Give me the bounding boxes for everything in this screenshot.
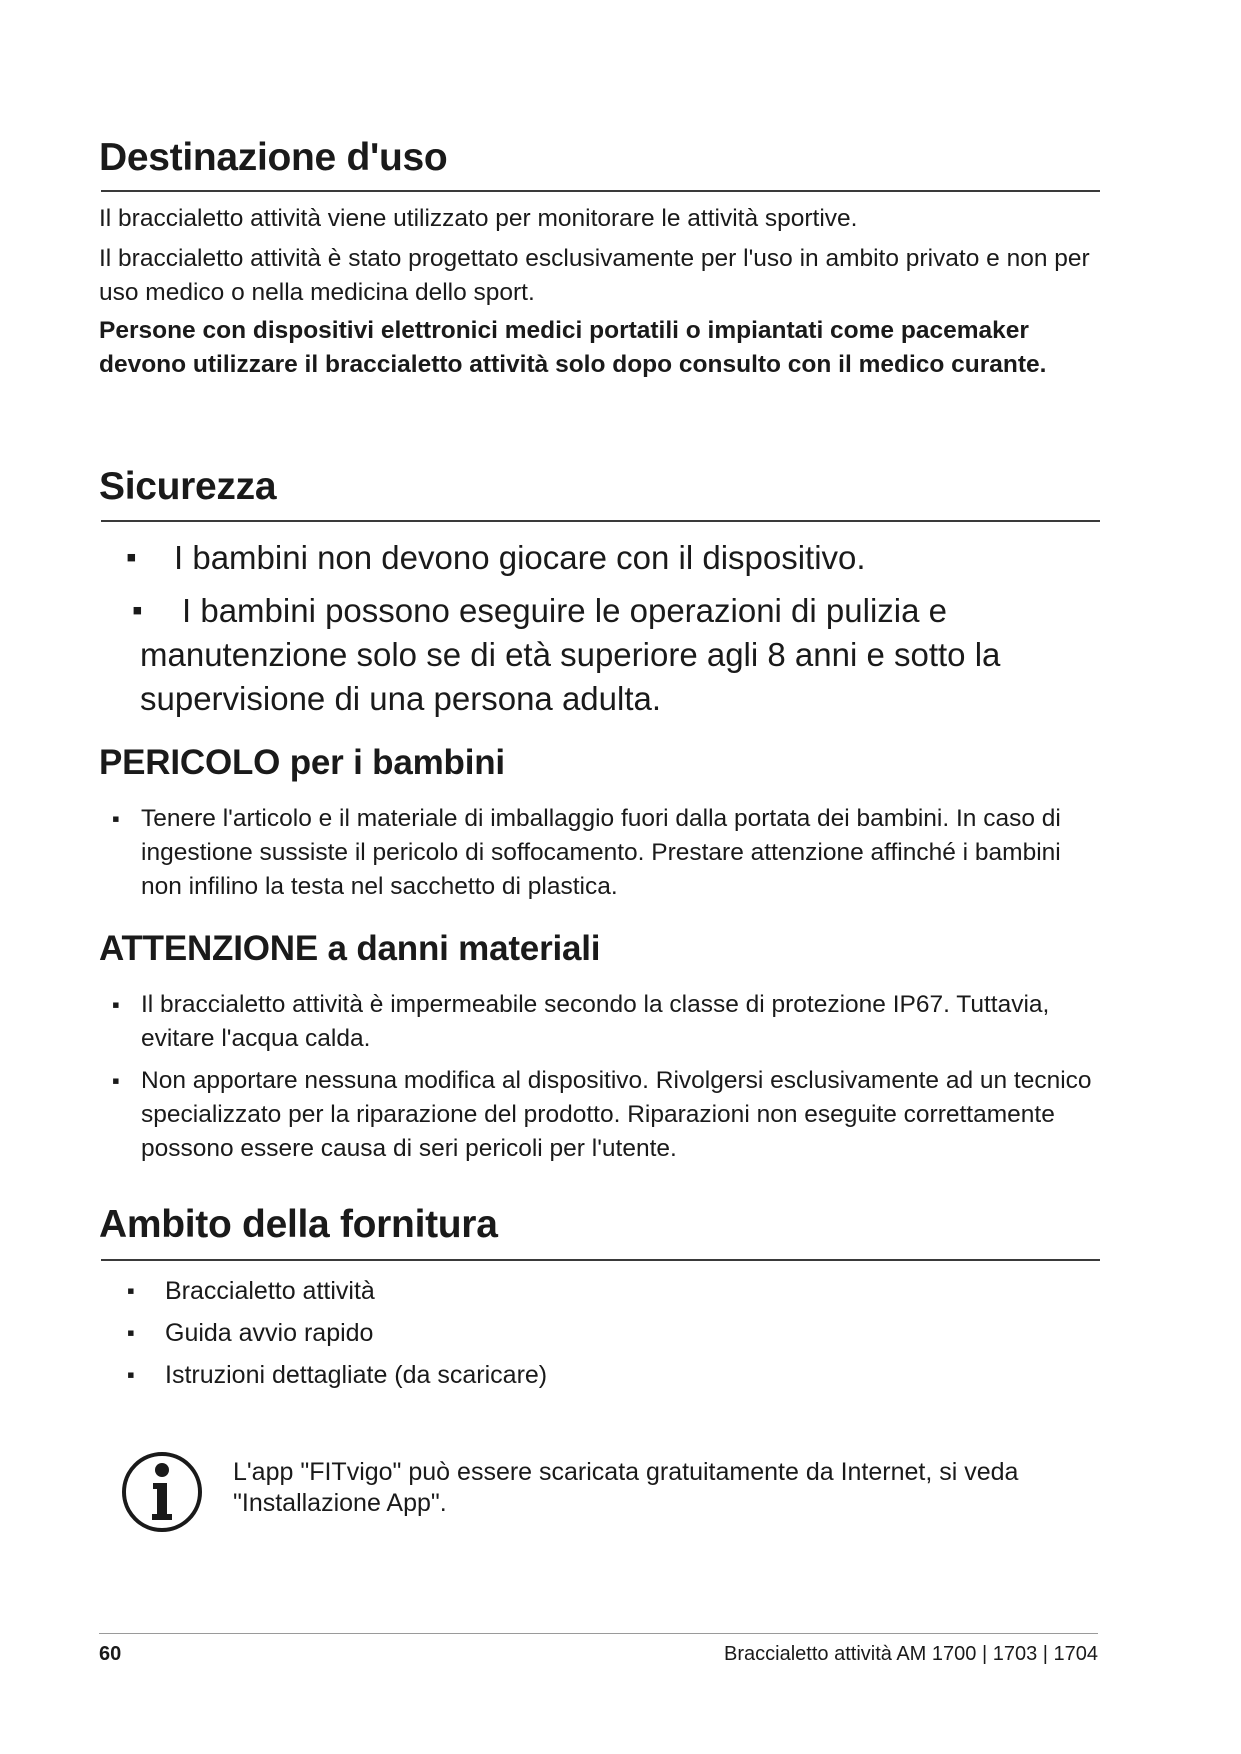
bullet-icon: ▪: [112, 992, 120, 1017]
bullet-icon: ▪: [112, 806, 120, 831]
paragraph: Il braccialetto attività viene utilizzato per monitorare le attività sportive.: [99, 205, 858, 232]
page-number: 60: [99, 1643, 122, 1665]
list-item-text: Non apportare nessuna modifica al dispositivo. Rivolgersi esclusivamente ad un tecnico specializzato per la riparazione del prodotto. Riparazioni non eseguite correttamente possono essere causa di seri pericoli per l'utente.: [141, 1067, 1092, 1162]
warning-paragraph: Persone con dispositivi elettronici medici portatili o impiantati come pacemaker devono utilizzare il braccialetto attività solo dopo consulto con il medico curante.: [99, 317, 1047, 378]
bullet-icon: ▪: [127, 1278, 135, 1303]
bullet-icon: ▪: [127, 1362, 135, 1387]
heading-fornitura: Ambito della fornitura: [99, 1203, 498, 1246]
list-item-text: Istruzioni dettagliate (da scaricare): [165, 1361, 548, 1389]
heading-rule: [101, 190, 1100, 192]
info-note-text: L'app "FITvigo" può essere scaricata gratuitamente da Internet, si veda "Installazione App".: [233, 1458, 1019, 1517]
heading-rule: [101, 520, 1100, 522]
bullet-icon: ▪: [127, 1320, 135, 1345]
list-item: [132, 589, 1040, 721]
heading-pericolo: PERICOLO per i bambini: [99, 743, 505, 782]
list-item-text: Tenere l'articolo e il materiale di imballaggio fuori dalla portata dei bambini. In caso di ingestione sussiste il pericolo di soffocamento. Prestare attenzione affinché i bambini non infilino la testa nel sacchetto di plastica.: [141, 805, 1061, 900]
bullet-icon: ▪: [112, 1068, 120, 1093]
heading-rule: [101, 1259, 1100, 1261]
heading-destinazione: Destinazione d'uso: [99, 136, 448, 179]
paragraph: Il braccialetto attività è stato progettato esclusivamente per l'uso in ambito privato e non per uso medico o nella medicina dello sport.: [99, 245, 1090, 306]
heading-attenzione: ATTENZIONE a danni materiali: [99, 929, 601, 968]
list-item-text: Guida avvio rapido: [165, 1319, 374, 1347]
list-item: [112, 802, 1101, 904]
list-item: [112, 1064, 1101, 1166]
footer-title: Braccialetto attività AM 1700 | 1703 | 1704: [724, 1643, 1098, 1665]
footer-rule: [99, 1633, 1098, 1634]
bullet-icon: ▪: [132, 594, 143, 627]
list-item-text: I bambini possono eseguire le operazioni di pulizia e manutenzione solo se di età superiore agli 8 anni e sotto la supervisione di una persona adulta.: [140, 592, 1001, 717]
info-icon: [120, 1450, 204, 1534]
list-item-text: Il braccialetto attività è impermeabile secondo la classe di protezione IP67. Tuttavia, evitare l'acqua calda.: [141, 991, 1050, 1052]
list-item: [127, 1358, 548, 1392]
list-item: [126, 536, 1032, 580]
list-item-text: Braccialetto attività: [165, 1277, 375, 1305]
list-item: [127, 1316, 374, 1350]
bullet-icon: ▪: [126, 541, 137, 574]
heading-sicurezza: Sicurezza: [99, 465, 277, 508]
list-item-text: I bambini non devono giocare con il dispositivo.: [174, 539, 866, 576]
list-item: [127, 1274, 375, 1308]
list-item: [112, 988, 1101, 1056]
